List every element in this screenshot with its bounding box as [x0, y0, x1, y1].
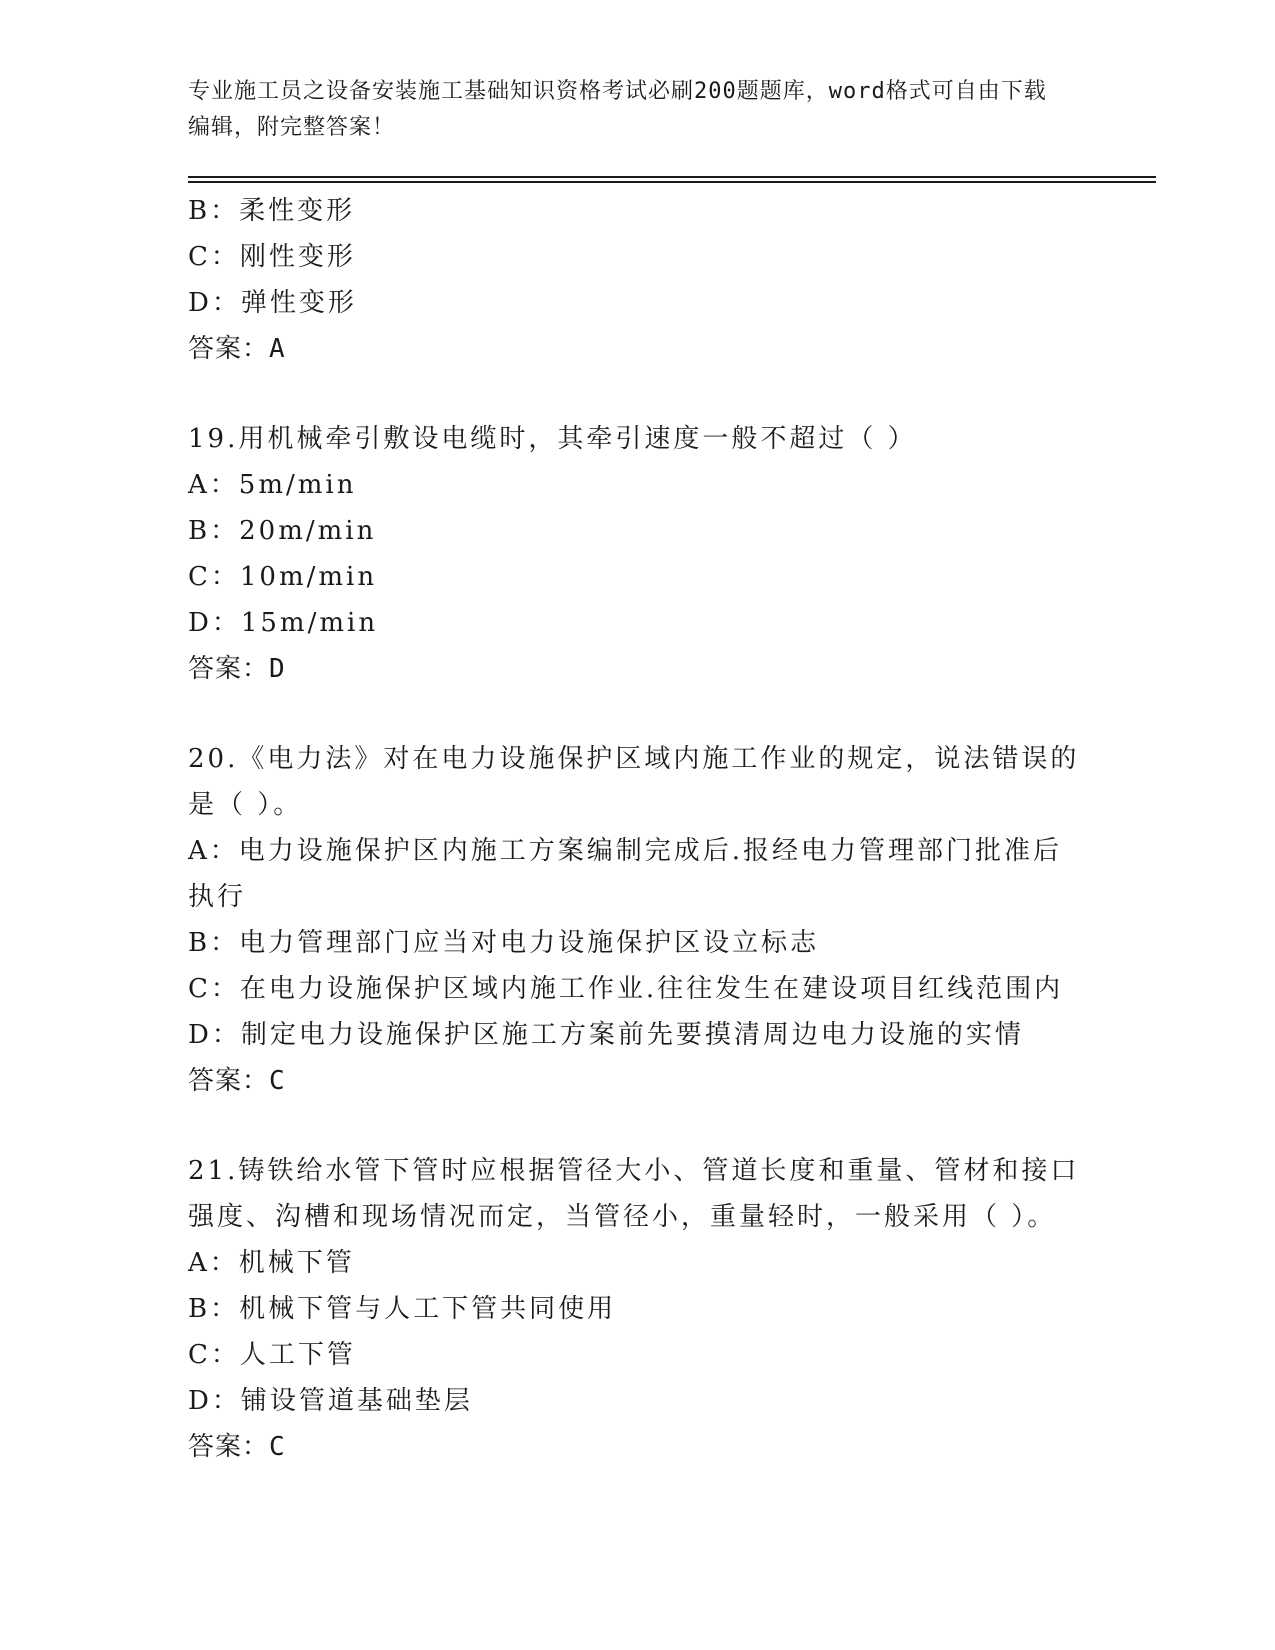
answer-line: 答案：A [188, 334, 286, 364]
header-rule-bottom [188, 181, 1156, 183]
option-d: D：15m/min [188, 608, 379, 638]
header-rule-top [188, 176, 1156, 178]
option-a: A：电力设施保护区内施工方案编制完成后.报经电力管理部门批准后执行 [188, 836, 1063, 912]
option-d: D：制定电力设施保护区施工方案前先要摸清周边电力设施的实情 [188, 1020, 1024, 1050]
option-d: D：弹性变形 [188, 288, 357, 318]
answer-line: 答案：C [188, 1432, 286, 1462]
option-b: B：机械下管与人工下管共同使用 [188, 1294, 617, 1324]
question-20 [188, 736, 1088, 1104]
document-body [188, 188, 1088, 1470]
option-c: C：10m/min [188, 562, 378, 592]
option-a: A：5m/min [188, 470, 357, 500]
question-21 [188, 1148, 1088, 1470]
question-19 [188, 416, 1088, 692]
option-c: C：人工下管 [188, 1340, 356, 1370]
option-c: C：刚性变形 [188, 242, 356, 272]
question-stem: 20.《电力法》对在电力设施保护区域内施工作业的规定，说法错误的是（ ）。 [188, 744, 1080, 820]
document-header: 专业施工员之设备安装施工基础知识资格考试必刷200题题库，word格式可自由下载编辑，附完整答案！ [188, 79, 1047, 140]
answer-line: 答案：D [188, 654, 286, 684]
question-stem: 19.用机械牵引敷设电缆时，其牵引速度一般不超过（ ） [188, 424, 917, 454]
question-stem: 21.铸铁给水管下管时应根据管径大小、管道长度和重量、管材和接口强度、沟槽和现场情况而定，当管径小，重量轻时，一般采用（ ）。 [188, 1156, 1080, 1232]
option-b: B：柔性变形 [188, 196, 356, 226]
option-d: D：铺设管道基础垫层 [188, 1386, 473, 1416]
prev-question-block [188, 188, 1088, 372]
option-b: B：20m/min [188, 516, 377, 546]
option-a: A：机械下管 [188, 1248, 355, 1278]
option-c: C：在电力设施保护区域内施工作业.往往发生在建设项目红线范围内 [188, 974, 1064, 1004]
option-b: B：电力管理部门应当对电力设施保护区设立标志 [188, 928, 820, 958]
answer-line: 答案：C [188, 1066, 286, 1096]
